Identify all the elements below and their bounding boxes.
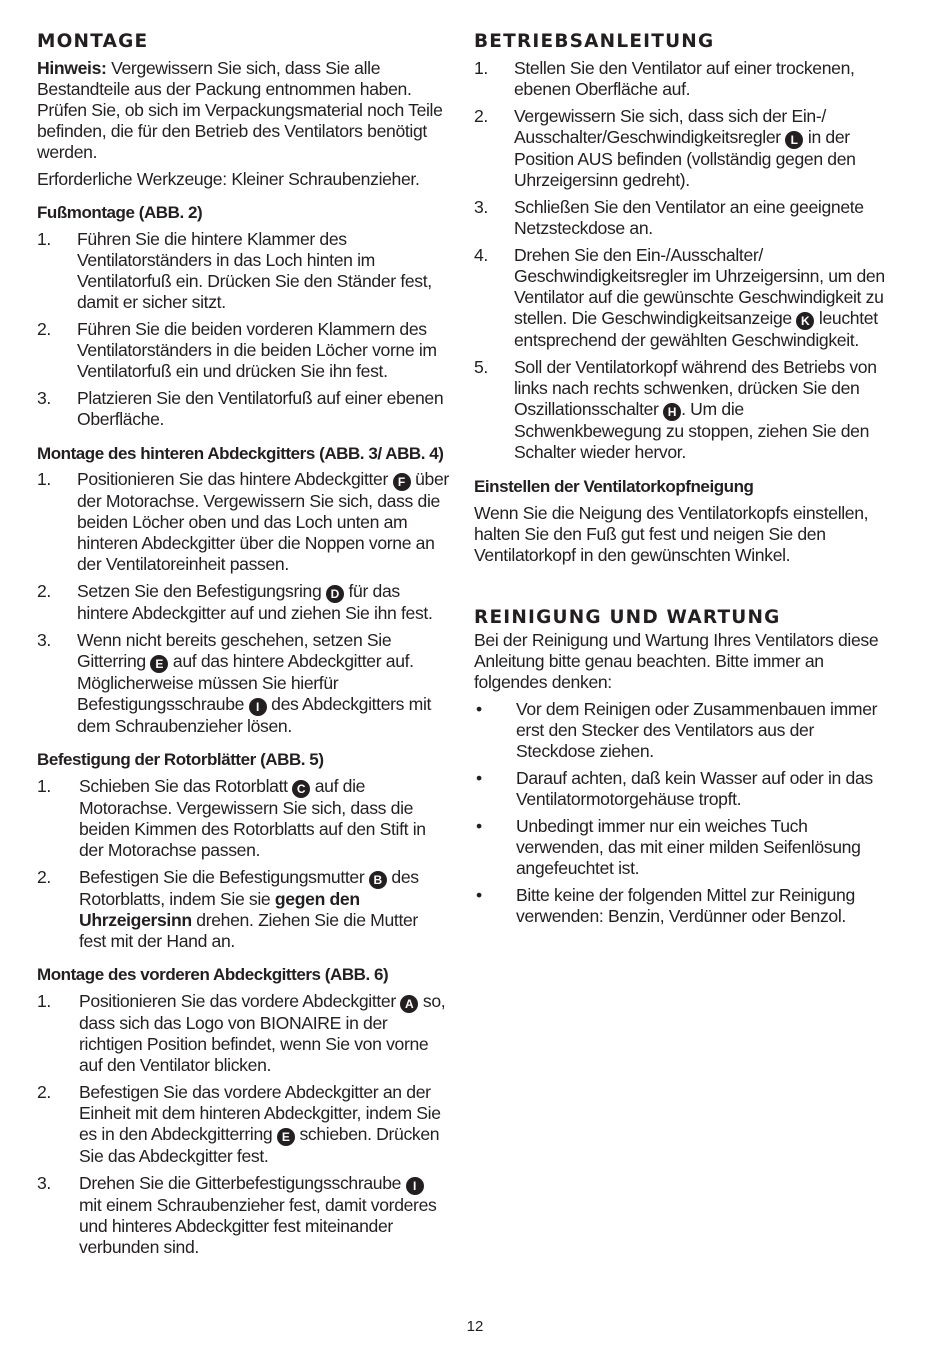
item-text: Vergewissern Sie sich, dass sich der Ein-/ Ausschalter/Geschwindigkeitsregler [514,106,826,147]
item-text: Drehen Sie die Gitterbefestigungsschraube [79,1173,406,1193]
item-text: Positionieren Sie das vordere Abdeckgitter [79,991,401,1011]
item-text: schieben. Drücken Sie das Abdeckgitter fest. [79,1124,440,1166]
list-item [37,1082,449,1167]
part-b-badge: B [369,871,387,889]
right-column [474,30,886,927]
item-text: auf das hintere Abdeckgitter auf. Möglicherweise müssen Sie hierfür Befestigungsschraube [77,651,414,714]
item-text: Setzen Sie den Befestigungsring [77,581,326,601]
item-text: Soll der Ventilatorkopf während des Betriebs von links nach rechts schwenken, drücken Sie den Oszillationsschalter [514,357,877,419]
vorderes-gitter-heading: Montage des vorderen Abdeckgitters (ABB. 6) [37,965,389,984]
item-text: . Um die Schwenkbewegung zu stoppen, ziehen Sie den Schalter wieder hervor. [514,399,870,462]
item-text: Befestigen Sie das vordere Abdeckgitter an der Einheit mit dem hinteren Abdeckgitter, indem Sie es in den Abdeckgitterring [79,1082,441,1144]
item-number: 2. [37,867,51,887]
fussmontage-list [37,229,449,430]
bold-text: gegen den Uhrzeigersinn [79,889,360,930]
item-text: in der Position AUS befinden (vollständig gegen den Uhrzeigersinn gedreht). [514,127,856,190]
item-text: Vor dem Reinigen oder Zusammenbauen immer erst den Stecker des Ventilators aus der Steckdose ziehen. [516,699,878,761]
list-item [37,991,449,1076]
item-text: Stellen Sie den Ventilator auf einer trockenen, ebenen Oberfläche auf. [514,58,855,99]
vorderes-gitter-list [37,991,449,1258]
item-text: über der Motorachse. Vergewissern Sie sich, dass die beiden Löcher oben und das Loch unten am hinteren Abdeckgitter über die Noppen vorne an der Ventilatoreinheit passen. [77,469,449,574]
list-item [37,469,449,575]
neigung-text: Wenn Sie die Neigung des Ventilatorkopfs einstellen, halten Sie den Fuß gut fest und neigen Sie den Ventilatorkopf in den gewünschten Winkel. [474,503,869,565]
item-text: Platzieren Sie den Ventilatorfuß auf einer ebenen Oberfläche. [77,388,444,429]
item-text: des Abdeckgitters mit dem Schraubenzieher lösen. [77,694,432,736]
page-number: 12 [466,1318,484,1335]
list-item [474,768,886,810]
item-text: auf die Motorachse. Vergewissern Sie sich, dass die beiden Kimmen des Rotorblatts auf den Stift in der Motorachse passen. [79,776,426,860]
item-number: 1. [474,58,488,78]
list-item [37,319,449,382]
item-text: für das hintere Abdeckgitter auf und ziehen Sie ihn fest. [77,581,433,623]
betrieb-list [474,58,886,463]
fussmontage-heading: Fußmontage (ABB. 2) [37,203,203,222]
item-number: 1. [37,469,51,489]
list-item [37,229,449,313]
list-item [37,776,449,861]
part-e-badge: E [150,655,168,673]
item-text: des Rotorblatts, indem Sie sie [79,867,419,909]
part-d-badge: D [326,585,344,603]
neigung-heading: Einstellen der Ventilatorkopfneigung [474,477,754,496]
item-text: Schieben Sie das Rotorblatt [79,776,293,796]
reinigung-list [474,699,886,927]
bullet: • [476,699,482,719]
item-text: Führen Sie die beiden vorderen Klammern des Ventilatorständers in die beiden Löcher vorne im Ventilatorfuß ein und drücken Sie ihn fest. [77,319,437,381]
list-item [37,867,449,952]
item-text: so, dass sich das Logo von BIONAIRE in der richtigen Position befindet, wenn Sie von vorne auf den Ventilator blicken. [79,991,446,1075]
rotor-list [37,776,449,952]
item-number: 1. [37,229,51,249]
part-k-badge: K [796,312,814,330]
item-number: 3. [37,388,51,408]
list-item [474,357,886,463]
list-item [474,106,886,191]
item-number: 2. [37,581,51,601]
hinweis-label: Hinweis: [37,58,107,78]
item-number: 2. [37,319,51,339]
left-column [37,30,449,1258]
list-item [474,885,886,927]
part-f-badge: F [393,473,411,491]
item-text: Positionieren Sie das hintere Abdeckgitter [77,469,393,489]
hinweis-text: Vergewissern Sie sich, dass Sie alle Bestandteile aus der Packung entnommen haben. Prüfen Sie, ob sich im Verpackungsmaterial noch Teile befinden, die für den Betrieb des Ventilators benötigt werden. [37,58,443,162]
bullet: • [476,885,482,905]
item-number: 2. [37,1082,51,1102]
list-item [37,1173,449,1258]
item-text: Darauf achten, daß kein Wasser auf oder in das Ventilatormotorgehäuse tropft. [516,768,873,809]
list-item [474,816,886,879]
list-item [37,630,449,737]
item-text: Bitte keine der folgenden Mittel zur Reinigung verwenden: Benzin, Verdünner oder Benzol. [516,885,855,926]
part-a-badge: A [400,995,418,1013]
part-e-badge: E [277,1128,295,1146]
part-l-badge: L [785,131,803,149]
item-text: drehen. Ziehen Sie die Mutter fest mit der Hand an. [79,910,418,951]
list-item [37,388,449,430]
betriebsanleitung-heading: BETRIEBSANLEITUNG [474,31,715,52]
item-text: Wenn nicht bereits geschehen, setzen Sie Gitterring [77,630,392,671]
list-item [474,245,886,351]
part-h-badge: H [663,403,681,421]
item-number: 3. [37,630,51,650]
part-i-badge: I [406,1177,424,1195]
bullet: • [476,816,482,836]
montage-heading: MONTAGE [37,31,149,52]
item-number: 5. [474,357,488,377]
rotor-heading: Befestigung der Rotorblätter (ABB. 5) [37,750,324,769]
hinweis-paragraph [37,58,449,163]
part-c-badge: C [292,780,310,798]
item-text: Drehen Sie den Ein-/Ausschalter/ Geschwindigkeitsregler im Uhrzeigersinn, um den Ventilator auf die gewünschte Geschwindigkeit zu stellen. Die Geschwindigkeitsanzeige [514,245,885,328]
item-text: leuchtet entsprechend der gewählten Geschwindigkeit. [514,308,878,350]
item-number: 1. [37,776,51,796]
list-item [37,581,449,624]
item-text: Schließen Sie den Ventilator an eine geeignete Netzsteckdose an. [514,197,864,238]
item-text: Unbedingt immer nur ein weiches Tuch verwenden, das mit einer milden Seifenlösung angefeuchtet ist. [516,816,861,878]
list-item [474,699,886,762]
item-number: 1. [37,991,51,1011]
item-text: mit einem Schraubenzieher fest, damit vorderes und hinteres Abdeckgitter fest miteinander verbunden sind. [79,1195,437,1257]
bullet: • [476,768,482,788]
hinteres-gitter-heading: Montage des hinteren Abdeckgitters (ABB. 3/ ABB. 4) [37,444,444,463]
part-i-badge: I [249,698,267,716]
list-item [474,197,886,239]
item-number: 3. [474,197,488,217]
list-item [474,58,886,100]
reinigung-heading: REINIGUNG UND WARTUNG [474,607,781,628]
reinigung-intro: Bei der Reinigung und Wartung Ihres Ventilators diese Anleitung bitte genau beachten. Bitte immer an folgendes denken: [474,630,879,692]
item-text: Befestigen Sie die Befestigungsmutter [79,867,369,887]
werkzeuge-text: Erforderliche Werkzeuge: Kleiner Schraubenzieher. [37,169,420,189]
item-number: 3. [37,1173,51,1193]
hinteres-gitter-list [37,469,449,737]
item-number: 2. [474,106,488,126]
item-text: Führen Sie die hintere Klammer des Ventilatorständers in das Loch hinten im Ventilatorfuß ein. Drücken Sie den Ständer fest, damit er sicher sitzt. [77,229,432,312]
item-number: 4. [474,245,488,265]
